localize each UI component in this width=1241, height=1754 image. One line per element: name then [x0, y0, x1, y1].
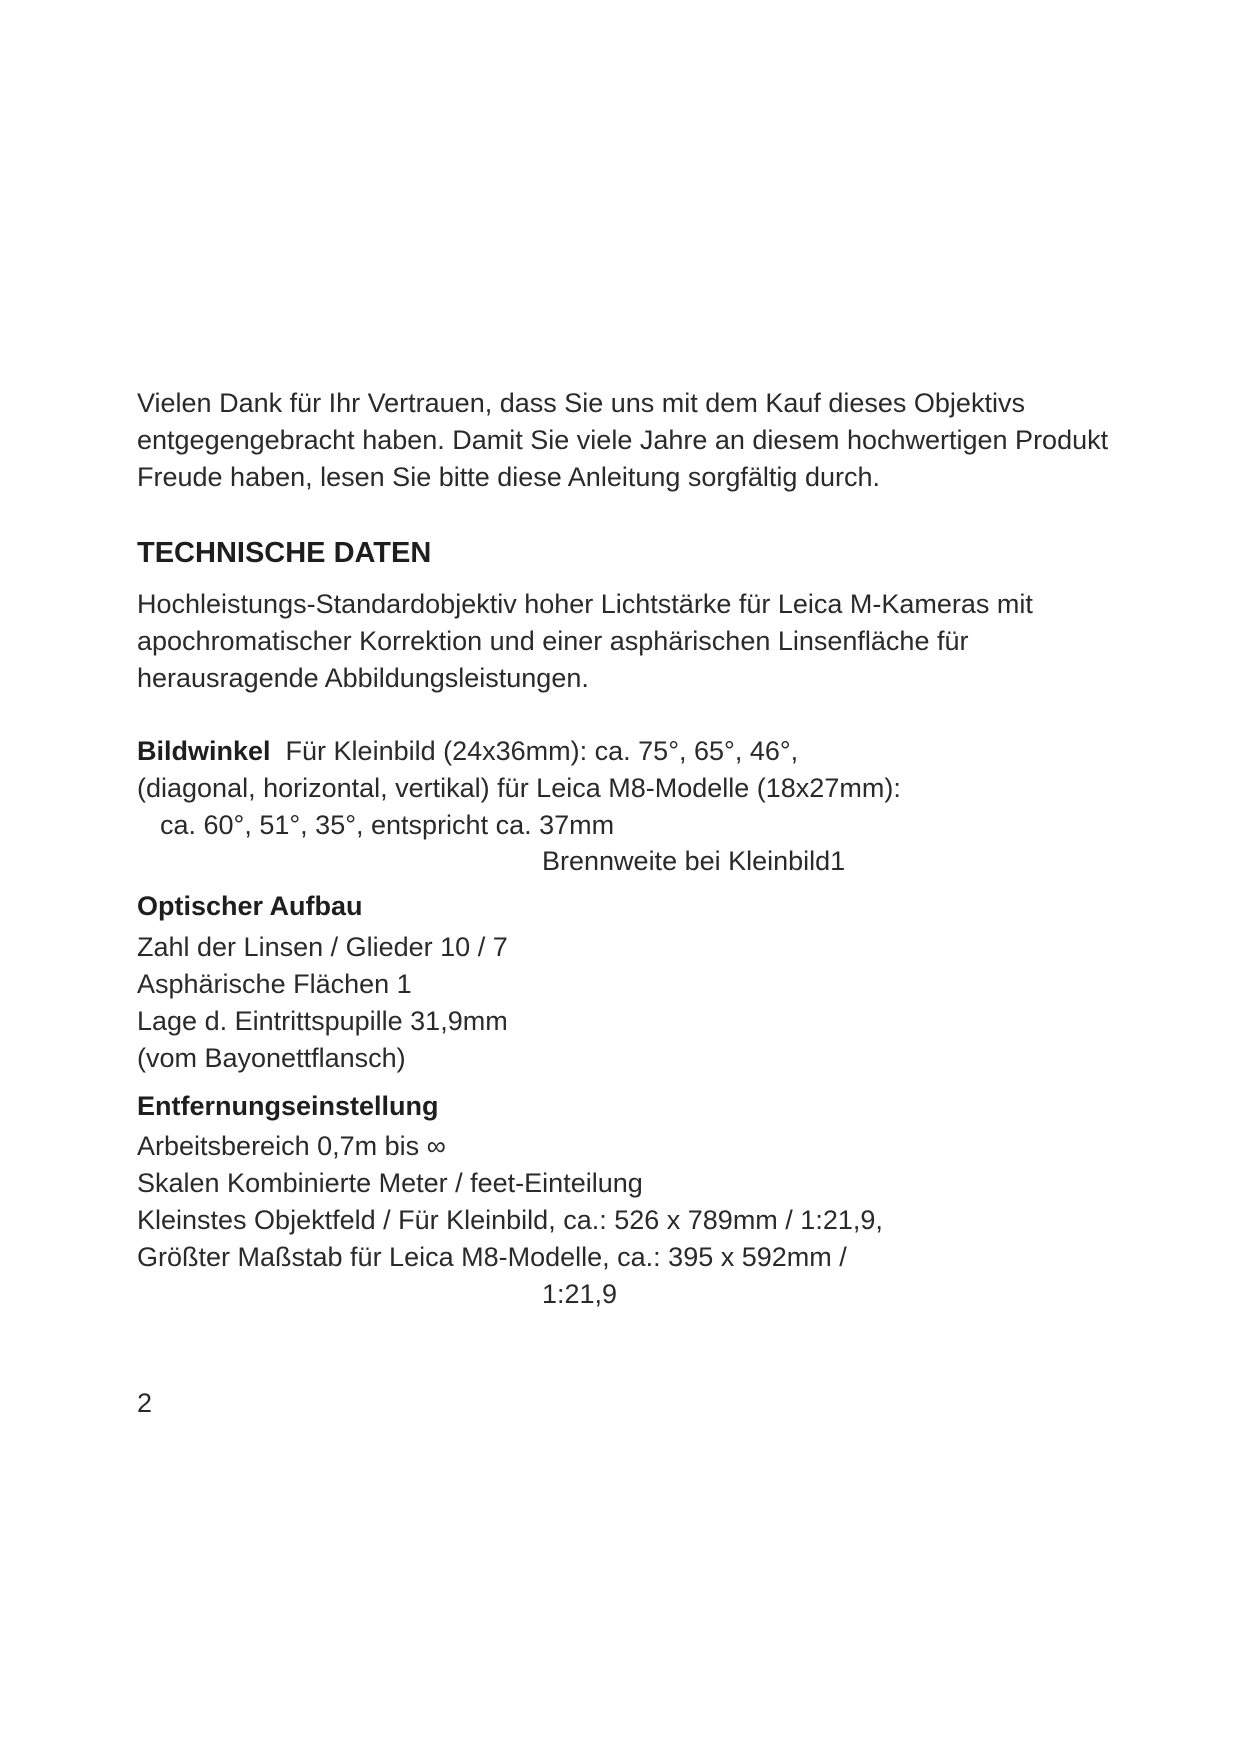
page-number: 2	[137, 1388, 153, 1418]
bildwinkel-label: Bildwinkel	[137, 736, 271, 766]
optik-line-2: Asphärische Flächen 1	[137, 969, 412, 999]
intro-paragraph	[137, 385, 1137, 496]
bildwinkel-line-2: (diagonal, horizontal, vertikal) für Leica M8-Modelle (18x27mm):	[137, 773, 901, 803]
optik-line-1: Zahl der Linsen / Glieder 10 / 7	[137, 932, 508, 962]
intro-line: Vielen Dank für Ihr Vertrauen, dass Sie uns mit dem Kauf dieses Objektivs	[137, 388, 1025, 418]
section-heading: TECHNISCHE DATEN	[137, 537, 432, 569]
intro-line: entgegengebracht haben. Damit Sie viele Jahre an diesem hochwertigen Produkt	[137, 425, 1109, 455]
optischer-aufbau-label: Optischer Aufbau	[137, 891, 363, 921]
lens-description	[137, 586, 1137, 697]
bildwinkel-value: Für Kleinbild (24x36mm): ca. 75°, 65°, 46°,	[285, 736, 799, 766]
bildwinkel-line-4: Brennweite bei Kleinbild1	[542, 846, 846, 876]
optik-line-4: (vom Bayonettflansch)	[137, 1043, 406, 1073]
entfernung-line-3: Kleinstes Objektfeld / Für Kleinbild, ca.: 526 x 789mm / 1:21,9,	[137, 1205, 883, 1235]
description-line: Hochleistungs-Standardobjektiv hoher Lichtstärke für Leica M-Kameras mit	[137, 589, 1033, 619]
entfernung-line-5: 1:21,9	[542, 1279, 618, 1309]
description-line: herausragende Abbildungsleistungen.	[137, 663, 589, 693]
description-line: apochromatischer Korrektion und einer asphärischen Linsenfläche für	[137, 626, 969, 656]
entfernung-line-2: Skalen Kombinierte Meter / feet-Einteilung	[137, 1168, 643, 1198]
intro-line: Freude haben, lesen Sie bitte diese Anleitung sorgfältig durch.	[137, 462, 880, 492]
entfernung-line-1: Arbeitsbereich 0,7m bis ∞	[137, 1131, 446, 1161]
entfernung-line-4: Größter Maßstab für Leica M8-Modelle, ca.: 395 x 592mm /	[137, 1242, 847, 1272]
optik-line-3: Lage d. Eintrittspupille 31,9mm	[137, 1006, 508, 1036]
bildwinkel-line-1	[137, 733, 798, 770]
bildwinkel-line-3: ca. 60°, 51°, 35°, entspricht ca. 37mm	[160, 810, 615, 840]
entfernung-label: Entfernungseinstellung	[137, 1091, 439, 1121]
